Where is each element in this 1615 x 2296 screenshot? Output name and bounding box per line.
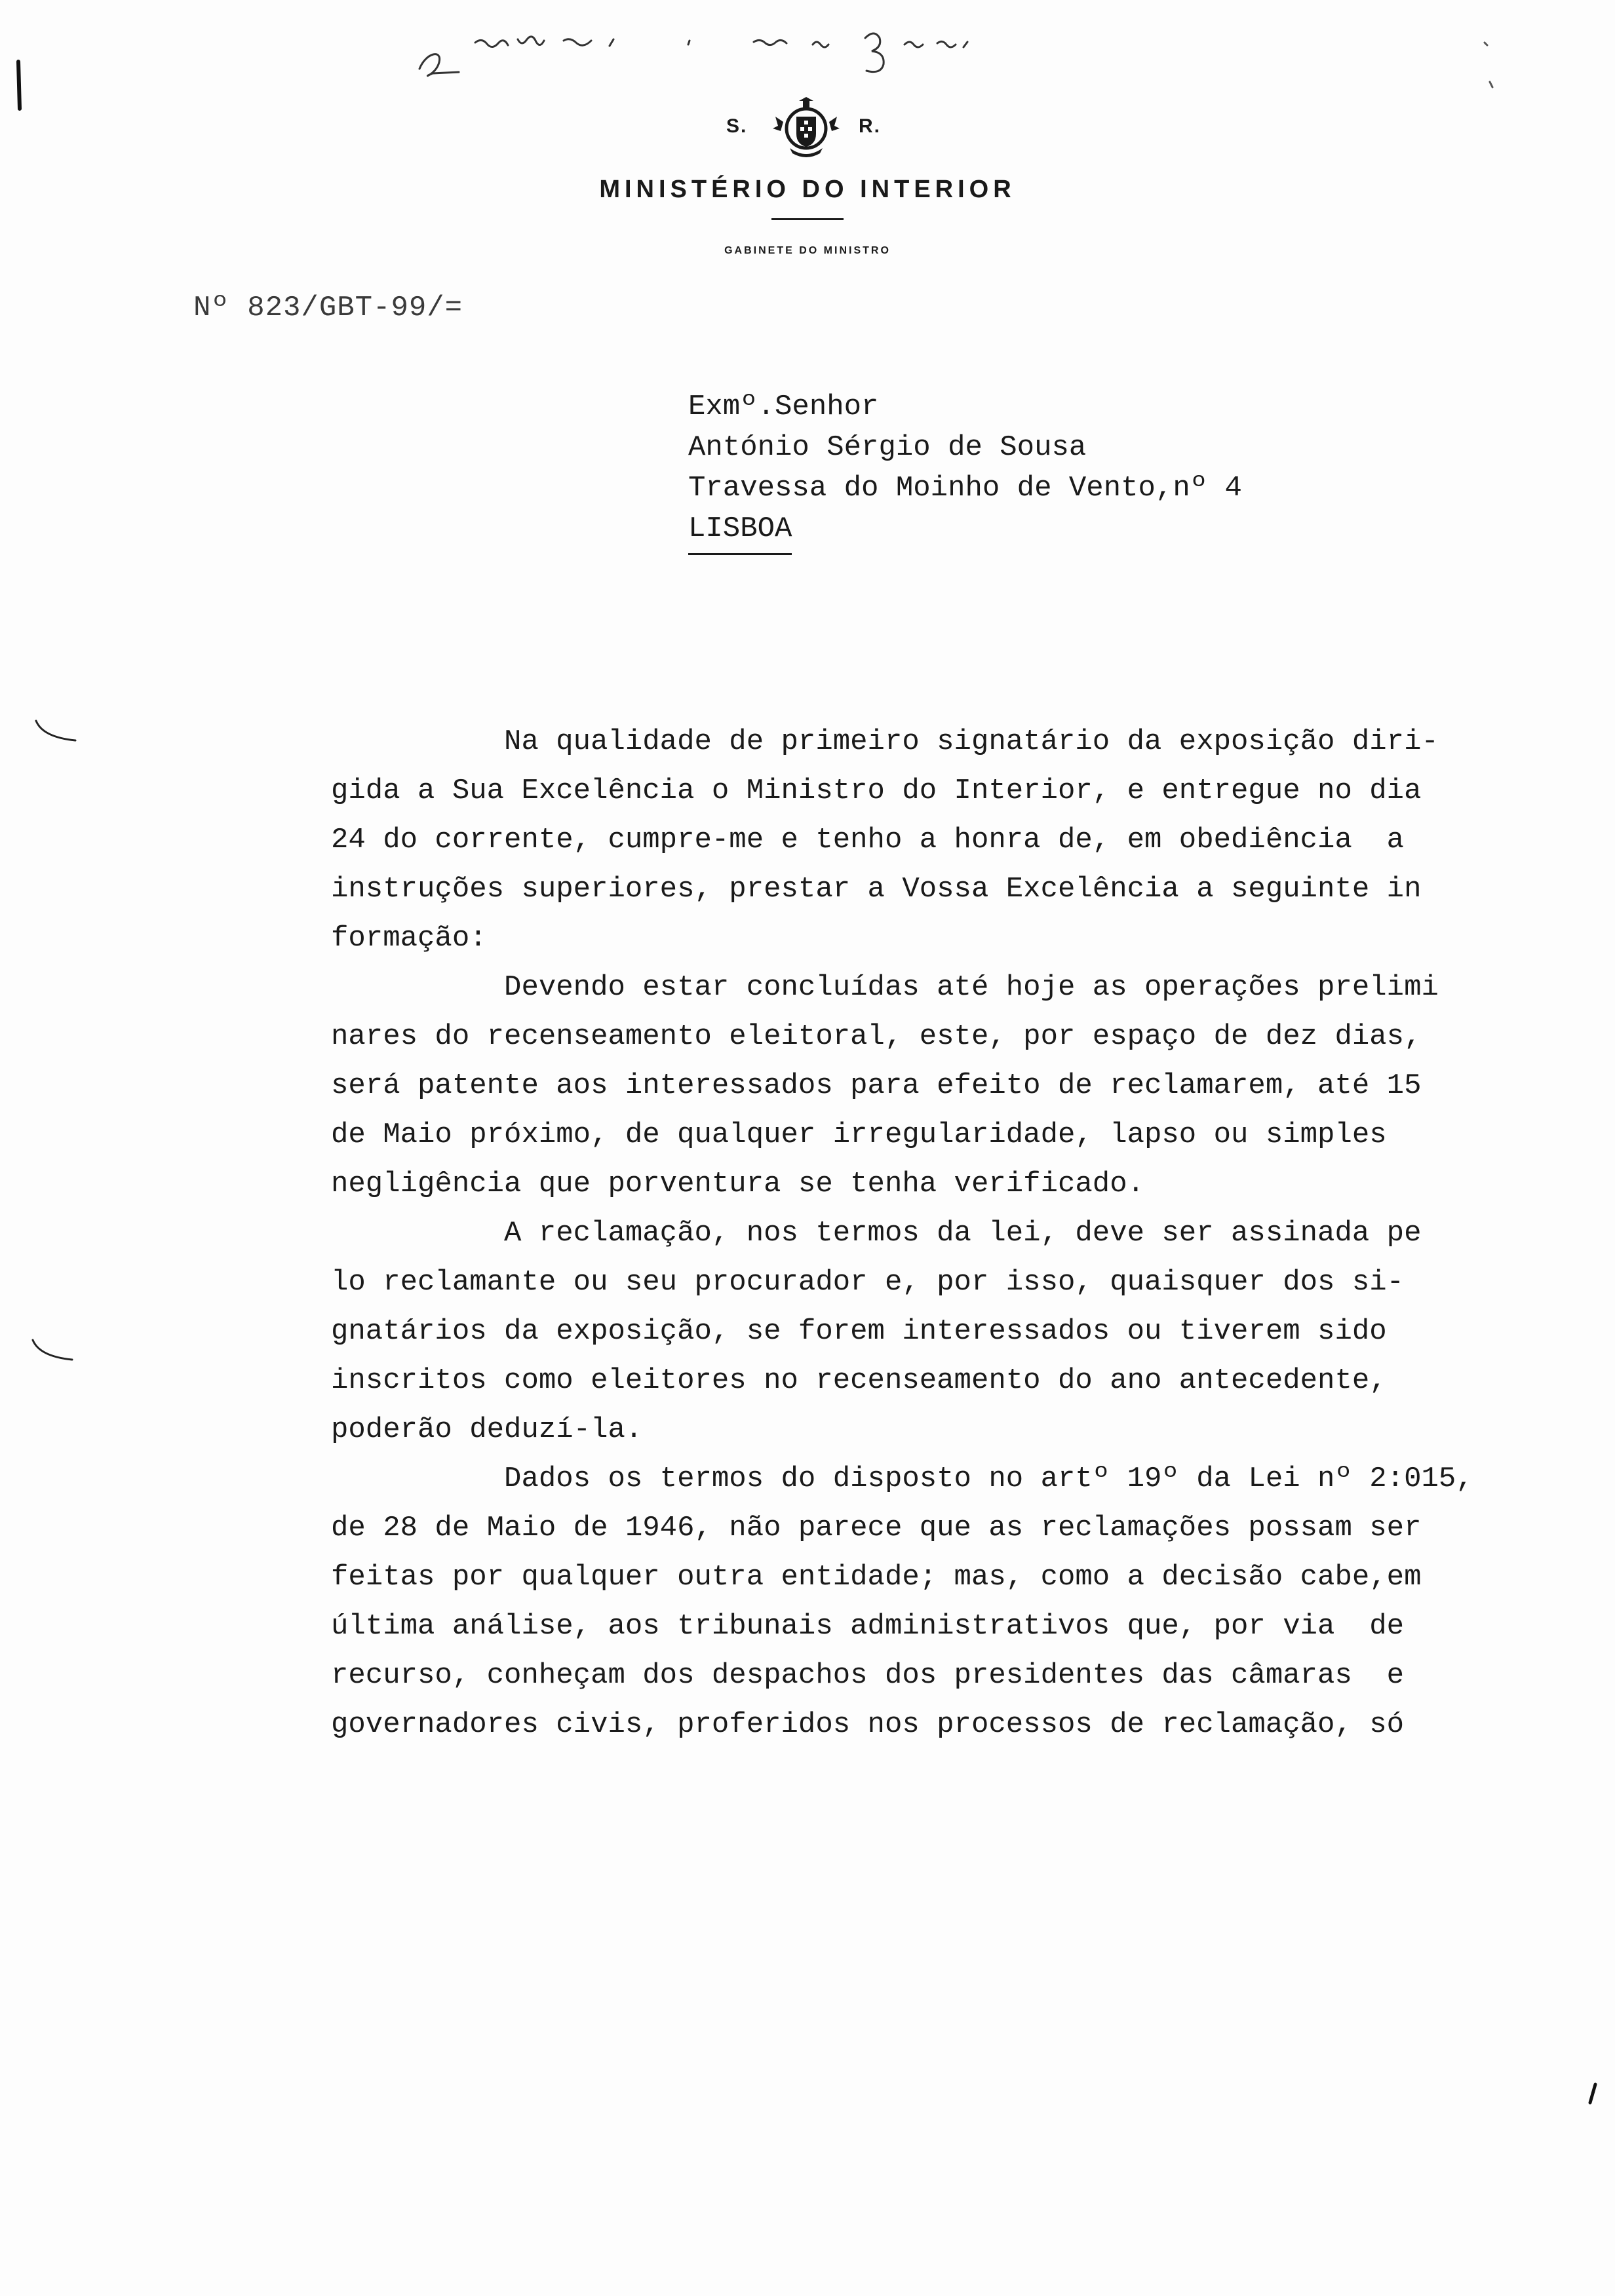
body-line: instruções superiores, prestar a Vossa Excelência a seguinte in [331,873,1422,906]
body-line: formação: [331,922,487,955]
body-line: A reclamação, nos termos da lei, deve ser assinada pe [331,1217,1422,1250]
body-line: será patente aos interessados para efeito de reclamarem, até 15 [331,1069,1422,1102]
body-line: gnatários da exposição, se forem interessados ou tiverem sido [331,1315,1387,1348]
margin-mark [29,1337,75,1363]
letter-body [331,718,1596,1750]
margin-mark [33,718,79,744]
margin-mark [1586,2080,1599,2107]
addressee-name: António Sérgio de Sousa [688,431,1087,464]
handwritten-annotation [413,13,1081,85]
body-line: inscritos como eleitores no recenseamento do ano antecedente, [331,1364,1387,1397]
body-line: lo reclamante ou seu procurador e, por isso, quaisquer dos si- [331,1266,1405,1299]
body-line: negligência que porventura se tenha verificado. [331,1168,1145,1200]
reference-number: Nº 823/GBT-99/= [193,292,463,324]
ministry-title: MINISTÉRIO DO INTERIOR [599,176,1016,203]
body-line: gida a Sua Excelência o Ministro do Interior, e entregue no dia [331,775,1422,807]
letterhead-left-initial: S. [726,115,748,137]
body-line: Dados os termos do disposto no artº 19º da Lei nº 2:015, [331,1463,1473,1495]
addressee-street: Travessa do Moinho de Vento,nº 4 [688,472,1242,505]
body-line: 24 do corrente, cumpre-me e tenho a honra de, em obediência a [331,824,1405,856]
letterhead-divider [771,218,844,220]
coat-of-arms-icon [770,96,842,161]
letterhead [0,92,1615,257]
body-line: Na qualidade de primeiro signatário da exposição diri- [331,725,1439,758]
margin-mark [1478,36,1498,95]
letterhead-right-initial: R. [859,115,881,137]
body-line: de 28 de Maio de 1946, não parece que as reclamações possam ser [331,1512,1422,1544]
body-line: Devendo estar concluídas até hoje as operações prelimi [331,971,1439,1004]
body-line: nares do recenseamento eleitoral, este, por espaço de dez dias, [331,1020,1422,1053]
addressee-salutation: Exmº.Senhor [688,391,879,423]
body-line: feitas por qualquer outra entidade; mas, como a decisão cabe,em [331,1561,1422,1594]
body-line: governadores civis, proferidos nos processos de reclamação, só [331,1708,1405,1741]
cabinet-subtitle: GABINETE DO MINISTRO [724,245,891,256]
addressee-city: LISBOA [688,508,792,555]
body-line: poderão deduzí-la. [331,1413,643,1446]
body-line: recurso, conheçam dos despachos dos presidentes das câmaras e [331,1659,1405,1692]
addressee-block [688,387,1242,555]
body-line: de Maio próximo, de qualquer irregularidade, lapso ou simples [331,1119,1387,1151]
body-line: última análise, aos tribunais administrativos que, por via de [331,1610,1405,1643]
